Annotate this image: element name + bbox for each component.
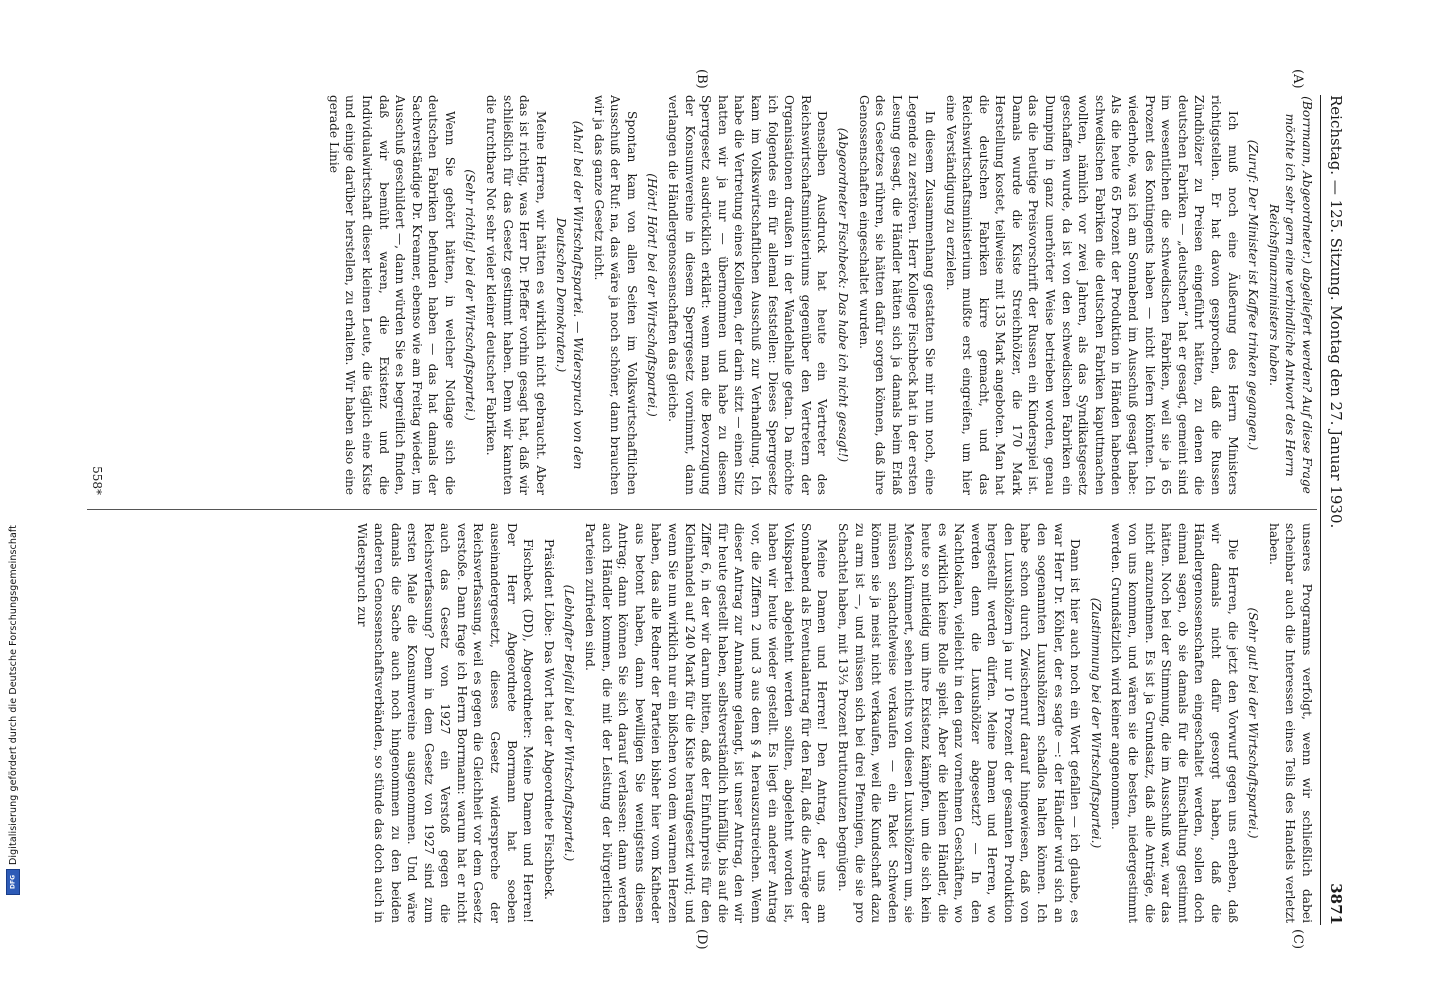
paragraph: Dann ist hier auch noch ein Wort gefallen — ich glaube, es war Herr Dr. Köhler, der es sagte —: der Händler wird sich an den sogenannten Luxushölzern schadlos halten können. Ich habe schon durch Zwischenruf darauf hingewiesen, daß von den Luxushölzern ja nur 10 Prozent der gesamten Produktion hergestellt werden dürfen. Meine Damen und Herren, wo werden denn die Luxushölzer abgesetzt? — In den Nachtlokalen, vielleicht in den ganz vornehmen Geschäften, wo es wirklich keine Rolle spielt. Aber die kleinen Händler, die heute so mitleidig um ihre Existenz kämpfen, um die sich kein Mensch kümmert, sehen nichts von diesen Luxushölzern um, sie müssen schachtelweise verkaufen — ein Paket Schweden können sie ja meist nicht verkaufen, weil die Kundschaft dazu zu arm ist —, und müssen sich bei drei Pfennigen, die sie pro Schachtel haben, mit 13⅓ Prozent Bruttonutzen begnügen. xyxy=(835,523,1083,923)
paragraph: (Aha! bei der Wirtschaftspartei. — Widerspruch von den Deutschen Demokraten.) xyxy=(554,120,586,470)
paragraph: Fischbeck (DD), Abgeordneter: Meine Damen und Herren! Der Herr Abgeordnete Borrmann hat soeben auseinandergesetzt, dieses Gesetz widerspreche der Reichsverfassung, weil es gegen die Gleichheit vor dem Gesetz verstoße. Dann frage ich Herrn Borrmann: warum hat er nicht auch das Gesetz von 1927 ein Verstoß gegen die Reichsverfassung? Denn in dem Gesetz von 1927 sind zum ersten Male die Konsumvereine ausgenommen. Und wäre damals die Sache auch noch hingenommen zu den beiden anderen Genossenschaftsverbänden, so stünde das doch auch in Widerspruch zur xyxy=(355,523,536,923)
margin-marker-b: (B) xyxy=(694,69,709,89)
paragraph: (Zustimmung bei der Wirtschaftspartei.) xyxy=(1088,597,1103,849)
running-title: Reichstag. — 125. Sitzung. Montag den 27. Januar 1930. xyxy=(1327,95,1345,529)
paragraph: Spontan kam von allen Seiten im Volkswirtschaftlichen Ausschuß der Ruf: na, das wäre ja noch schöner, dann brauchen wir ja das ganze Gesetz nicht. xyxy=(591,95,639,495)
margin-marker-c: (C) xyxy=(1290,929,1305,950)
margin-marker-d: (D) xyxy=(694,929,709,950)
paragraph: Denselben Ausdruck hat heute ein Vertreter des Reichswirtschaftsministeriums gegenüber den Vertretern der Organisationen draußen in der Wandelhalle getan. Da möchte ich folgendes ein für allemal feststellen: Dieses Sperrgesetz kam im Volkswirtschaftlichen Ausschuß zur Verhandlung. Ich habe die Vertretung eines Kollegen, der darin sitzt — einen Sitz hatten wir ja nur — übernommen und habe zu diesem Sperrgesetz ausdrücklich erklärt: wenn man die Bevorzugung der Konsumvereine in diesem Sperrgesetz vornimmt, dann verlangen die Händlergenossenschaften das gleiche. xyxy=(666,95,830,495)
column-divider xyxy=(87,509,1317,510)
document-page xyxy=(79,69,1349,950)
paragraph: Die Herren, die jetzt den Vorwurf gegen uns erheben, daß wir damals nicht dafür gesorgt haben, daß die Händlergenossenschaften eingeschaltet werden, sollen doch einmal sagen, ob sie damals für die Einschaltung gestimmt hätten. Noch bei der Stimmung, die im Ausschuß war, war das nicht anzunehmen. Es ist ja Grundsatz, daß alle Anträge, die von uns kommen, und wären sie die besten, niedergestimmt werden. Grundsätzlich wird keiner angenommen. xyxy=(1109,523,1240,923)
header-rule xyxy=(1320,95,1321,925)
dfg-logo: DFG xyxy=(6,869,20,895)
paragraph: (Zuruf: Der Minister ist Kaffee trinken gegangen.) xyxy=(1246,139,1261,451)
paragraph: Meine Herren, wir hätten es wirklich nicht gebraucht. Aber das ist richtig, was Herr Dr. Pfeffer vorhin gesagt hat, daß wir schließlich für das Gesetz gestimmt haben. Denn wir kannten die furchtbare Not sehr vieler kleiner deutscher Fabriken. xyxy=(484,95,548,495)
stamp-text: Digitalisierung gefördert durch die Deutsche Forschungsgemeinschaft xyxy=(7,525,19,865)
paragraph: Meine Damen und Herren! Den Antrag, der uns am Sonnabend als Eventualantrag für den Fall, daß die Anträge der Volkspartei abgelehnt werden sollten, abgelehnt worden ist, haben wir heute wieder gestellt. Es liegt ein anderer Antrag vor, die Ziffern 2 und 3 aus dem § 4 herauszustreichen. Wenn dieser Antrag zur Annahme gelangt, ist unser Antrag, den wir für heute gestellt haben, selbstverständlich hinfällig, bis auf die Ziffer 6, in der wir darum bitten, daß der Einfuhrpreis für den Kleinhandel auf 240 Mark für die Kiste heraufgesetzt wird; und wenn Sie nun wirklich nur ein bißchen von dem warmen Herzen haben, das alle Redner der Parteien bisher hier vom Katheder aus betont haben, dann bewilligen Sie wenigstens diesen Antrag; dann können Sie sich darauf verlassen: dann werden auch Händler kommen, die mit der Leistung der bürgerlichen Parteien zufrieden sind. xyxy=(583,523,830,923)
paragraph: In diesem Zusammenhang gestatten Sie mir nun noch, eine Legende zu zerstören. Herr Kollege Fischbeck hat in der ersten Lesung gesagt, die Händler hätten sich ja damals beim Erlaß des Gesetzes rühren, sie hätten dafür sorgen können, daß ihre Genossenschaften eingeschaltet wurden. xyxy=(856,95,937,495)
left-column xyxy=(95,95,1315,495)
paragraph: Ich muß noch eine Äußerung des Herrn Ministers richtigstellen. Er hat davon gesprochen, daß die Russen Zündhölzer zu Preisen eingeführt hätten, zu denen die deutschen Fabriken — „deutschen“ hat er gesagt, gemeint sind im wesentlichen die schwedischen Fabriken, weil sie ja 65 Prozent des Kontingents haben — nicht liefern könnten. Ich wiederhole, was ich am Sonnabend im Ausschuß gesagt habe: Als die heute 65 Prozent der Produktion in Händen habenden schwedischen Fabriken die deutschen Fabriken kaputtmachen wollten, nämlich vor zwei Jahren, als das Syndikatsgesetz geschaffen wurde, da ist von den schwedischen Fabriken ein Dumping in ganz unerhörter Weise betrieben worden, genau das die heutige Preisvorschrift der Russen ein Kinderspiel ist. Damals wurde die Kiste Streichhölzer, die 170 Mark Herstellung kostet, teilweise mit 135 Mark angeboten. Man hat die deutschen Fabriken kirre gemacht, und das Reichswirtschaftsministerium mußte erst eingreifen, um hier eine Verständigung zu erzielen. xyxy=(943,95,1240,495)
paragraph: unseres Programms verfolgt, wenn wir schließlich dabei scheinbar auch die Interessen eines Teils des Handels verletzt haben. xyxy=(1266,523,1314,923)
paragraph: (Lebhafter Beifall bei der Wirtschaftspartei.) xyxy=(562,584,577,862)
margin-marker-a: (A) xyxy=(1290,69,1305,89)
page-number: 3871 xyxy=(1327,883,1345,925)
signature-mark: 558* xyxy=(90,466,104,495)
digitization-stamp xyxy=(6,525,20,995)
paragraph: Wenn Sie gehört hätten, in welcher Notlage sich die deutschen Fabriken befunden haben — das hat damals der Sachverständige Dr. Kreamer, ebenso wie am Freitag wieder, im Ausschuß geschildert —, dann würden Sie es begreiflich finden, daß wir bemüht waren, die Existenz und die Individualwirtschaft dieser kleinen Leute, die täglich eine Kiste und einige darüber herstellen, zu erhalten. Wir haben also eine gerade Linie xyxy=(326,95,457,495)
paragraph: (Borrmann, Abgeordneter.) abgeliefert werden? Auf diese Frage möchte ich sehr gern eine verbindliche Antwort des Herrn Reichsfinanzministers haben. xyxy=(1266,96,1314,494)
page-header xyxy=(1323,95,1349,925)
paragraph: (Hört! Hört! bei der Wirtschaftspartei.) xyxy=(645,173,660,417)
paragraph: (Abgeordneter Fischbeck: Das habe ich nicht gesagt!) xyxy=(835,127,850,463)
paragraph: (Sehr richtig! bei der Wirtschaftspartei.) xyxy=(463,169,478,421)
paragraph: Präsident Löbe: Das Wort hat der Abgeordnete Fischbeck. xyxy=(541,539,556,900)
paragraph: (Sehr gut! bei der Wirtschaftspartei.) xyxy=(1246,607,1261,839)
right-column xyxy=(95,523,1315,923)
